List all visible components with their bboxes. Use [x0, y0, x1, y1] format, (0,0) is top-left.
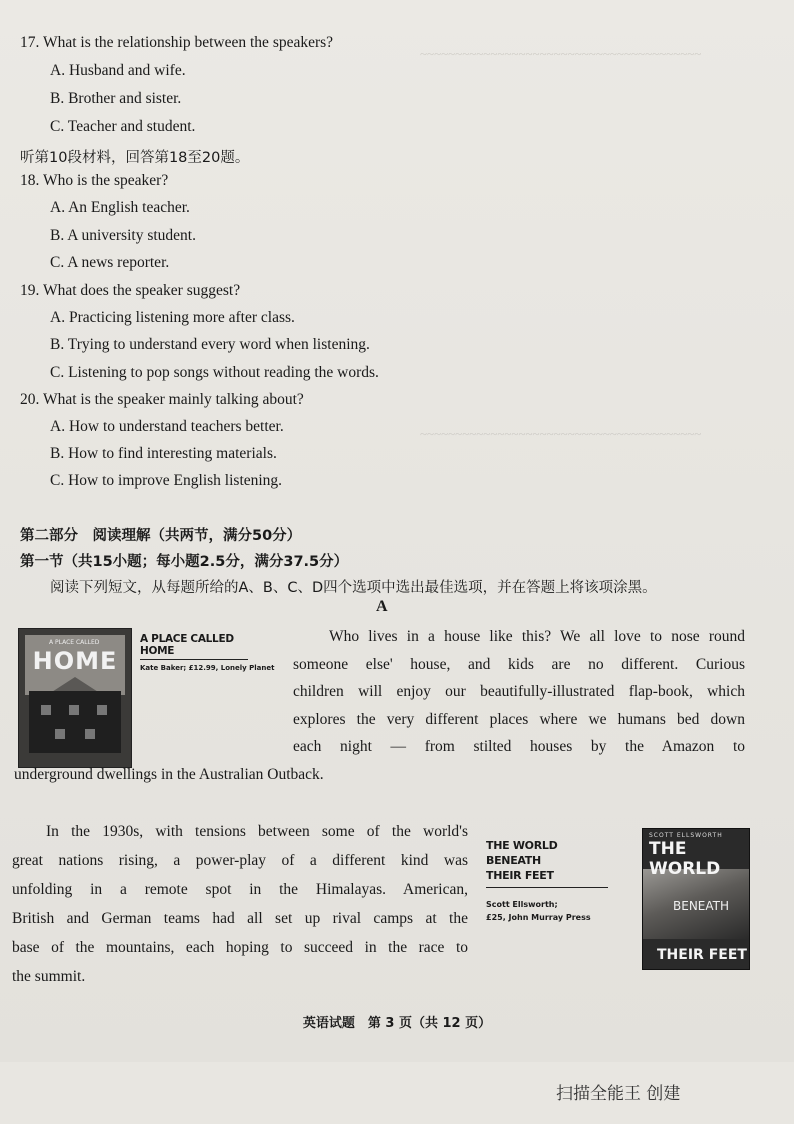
book2-paragraph	[12, 817, 468, 991]
reading-instruction: 阅读下列短文，从每题所给的A、B、C、D四个选项中选出最佳选项，并在答题上将该项涂黑。	[50, 580, 657, 596]
option: B. Brother and sister.	[50, 90, 182, 107]
paragraph-line: each night — from stilted houses by the Amazon to	[293, 738, 745, 755]
part2-heading: 第二部分 阅读理解（共两节，满分50分）	[20, 528, 302, 544]
cover-title: HOME	[32, 647, 118, 675]
option: A. How to understand teachers better.	[50, 418, 284, 435]
option: B. How to find interesting materials.	[50, 445, 277, 462]
house-illustration	[29, 691, 121, 753]
book1-paragraph	[293, 623, 745, 761]
cover-title-line: THE WORLD	[649, 839, 721, 879]
option: B. Trying to understand every word when listening.	[50, 336, 370, 353]
book2-title	[486, 838, 608, 888]
cover-small-title: A PLACE CALLED	[49, 639, 100, 646]
question-19: 19. What does the speaker suggest?	[20, 282, 241, 299]
paragraph-line: unfolding in a remote spot in the Himalayas. American,	[12, 881, 468, 898]
book1-paragraph-tail: underground dwellings in the Australian Outback.	[14, 766, 324, 783]
paragraph-line: great nations rising, a power-play of a different kind was	[12, 852, 468, 869]
house-window	[85, 729, 95, 739]
section1-heading: 第一节（共15小题；每小题2.5分，满分37.5分）	[20, 554, 349, 570]
question-17: 17. What is the relationship between the speakers?	[20, 34, 334, 51]
paragraph-line: base of the mountains, each hoping to succeed in the race to	[12, 939, 468, 956]
option: C. Teacher and student.	[50, 118, 196, 135]
instruction-material-10: 听第10段材料，回答第18至20题。	[20, 150, 250, 166]
cover-title-line: BENEATH	[673, 899, 730, 913]
paragraph-line: In the 1930s, with tensions between some of the world's	[46, 823, 468, 840]
show-through-text: ~~~~~~~~~~~~~~~~~~~~~~~~~~~~~~~~~~~~~~~~	[420, 46, 702, 61]
paragraph-line: Who lives in a house like this? We all love to nose round	[329, 628, 745, 645]
option: A. Practicing listening more after class.	[50, 309, 295, 326]
question-18: 18. Who is the speaker?	[20, 172, 169, 189]
scanner-watermark: 扫描全能王 创建	[556, 1084, 681, 1104]
option: C. A news reporter.	[50, 254, 170, 271]
book1-caption	[140, 633, 274, 672]
option: A. An English teacher.	[50, 199, 190, 216]
option: B. A university student.	[50, 227, 196, 244]
book2-caption	[486, 838, 608, 924]
house-window	[97, 705, 107, 715]
option: C. Listening to pop songs without reading the words.	[50, 364, 379, 381]
book2-meta	[486, 898, 608, 924]
book-cover-home	[18, 628, 132, 768]
book2-title-line: THEIR FEET	[486, 869, 554, 882]
book1-title: A PLACE CALLED HOME	[140, 633, 248, 660]
paragraph-line: British and German teams had all set up rival camps at the	[12, 910, 468, 927]
paragraph-line: explores the very different places where we humans bed down	[293, 710, 745, 728]
paragraph-line: children will enjoy our beautifully-illustrated flap-book, which	[293, 683, 745, 700]
option: A. Husband and wife.	[50, 62, 186, 79]
house-window	[41, 705, 51, 715]
book2-author: Scott Ellsworth;	[486, 900, 558, 909]
show-through-text: ~~~~~~~~~~~~~~~~~~~~~~~~~~~~~~~~~~~~~~~~	[420, 426, 702, 441]
paragraph-line: the summit.	[12, 968, 86, 985]
book2-title-line: THE WORLD BENEATH	[486, 839, 558, 867]
cover-title-line: THEIR FEET	[657, 947, 747, 963]
book2-price: £25, John Murray Press	[486, 913, 591, 922]
book-cover-world-beneath	[642, 828, 750, 970]
cover-author: SCOTT ELLSWORTH	[649, 832, 723, 839]
passage-label-a: A	[376, 598, 388, 615]
page-footer: 英语试题 第 3 页（共 12 页）	[302, 1016, 492, 1031]
house-window	[69, 705, 79, 715]
book1-meta: Kate Baker; £12.99, Lonely Planet	[140, 664, 275, 672]
house-window	[55, 729, 65, 739]
paragraph-line: someone else' house, and kids are no different. Curious	[293, 655, 745, 673]
question-20: 20. What is the speaker mainly talking about?	[20, 391, 304, 408]
option: C. How to improve English listening.	[50, 472, 283, 489]
